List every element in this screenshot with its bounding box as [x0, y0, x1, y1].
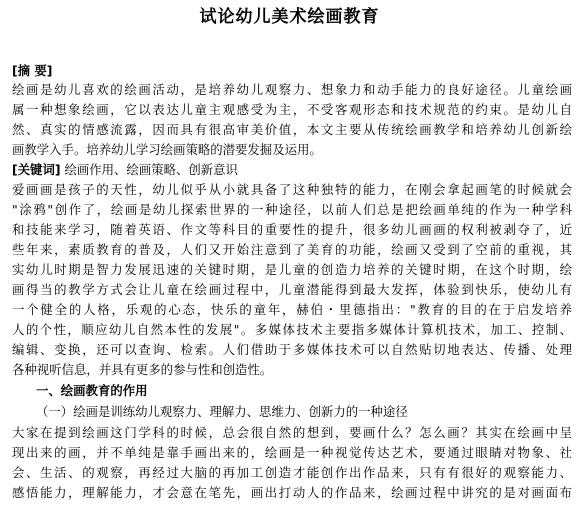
body-line: 爱画画是孩子的天性，幼儿似乎从小就具备了这种独特的能力，在刚会拿起画笔的时候就会: [12, 182, 572, 197]
keywords-text: 绘画作用、绘画策略、创新意识: [64, 162, 238, 177]
body-line: "涂鸦"创作了，绘画是幼儿探索世界的一种途径，以前人们总是把绘画单纯的作为一种学科: [12, 202, 572, 217]
keywords-label: [关键词]: [12, 162, 61, 177]
body-line: 编辑、变换，还可以查询、检索。人们借助于多媒体技术可以自然贴切地表达、传播、处理: [12, 342, 572, 357]
body-line: 一个健全的人格，乐观的心态，快乐的童年，赫伯・里德指出："教育的目的在于启发培养: [12, 302, 572, 317]
body-line: 人的个性，顺应幼儿自然本性的发展"。多媒体技术主要指多媒体计算机技术，加工、控制、: [12, 322, 572, 337]
abstract-heading: [摘 要]: [12, 63, 53, 78]
body-line: 画得当的教学方式会让儿童在绘画过程中，儿童潜能得到最大发挥，体验到快乐，使幼儿有: [12, 282, 572, 297]
section-line: 会、生活、的观察，再经过大脑的再加工创造才能创作出作品来，只有有很好的观察能力、: [12, 465, 572, 480]
section-line: 大家在提到绘画这门学科的时候，总会很自然的想到，要画什么？怎么画？其实在绘画中呈: [12, 425, 572, 440]
section-heading: 一、绘画教育的作用: [36, 383, 148, 398]
body-line: 和技能来学习，随着英语、作文等科目的重要性的提升，很多幼儿画画的权利被剥夺了，近: [12, 222, 572, 237]
document-title: 试论幼儿美术绘画教育: [199, 7, 380, 27]
body-line: 实幼儿时期是智力发展迅速的关键时期，是儿童的创造力培养的关键时期，在这个时期，绘: [12, 262, 572, 277]
abstract-line: 绘画是幼儿喜欢的绘画活动，是培养幼儿观察力、想象力和动手能力的良好途径。儿童绘画: [12, 82, 572, 97]
abstract-line: 画教学入手。培养幼儿学习绘画策略的潜要发掘及运用。: [12, 142, 322, 157]
section-line: 现出来的画，并不单纯是靠手画出来的，绘画是一种视觉传达艺术，要通过眼睛对物象、社: [12, 445, 572, 460]
abstract-line: 然、真实的情感流露，因而具有很高审美价值，本文主要从传统绘画教学和培养幼儿创新绘: [12, 122, 572, 137]
body-line: 些年来，素质教育的普及，人们又开始注意到了美育的功能，绘画又受到了空前的重视，其: [12, 242, 572, 257]
body-line: 各种视听信息，并具有更多的参与性和创造性。: [12, 362, 273, 377]
subsection-heading: （一）绘画是训练幼儿观察力、理解力、思维力、创新力的一种途径: [36, 404, 408, 419]
abstract-line: 属一种想象绘画，它以表达儿童主观感受为主，不受客观形态和技术规范的约束。是幼儿自: [12, 102, 572, 117]
keywords-line: [12, 160, 572, 180]
section-line: 感悟能力，理解能力，才会意在笔先，画出打动人的作品来，绘画过程中讲究的是对画面布: [12, 485, 572, 500]
